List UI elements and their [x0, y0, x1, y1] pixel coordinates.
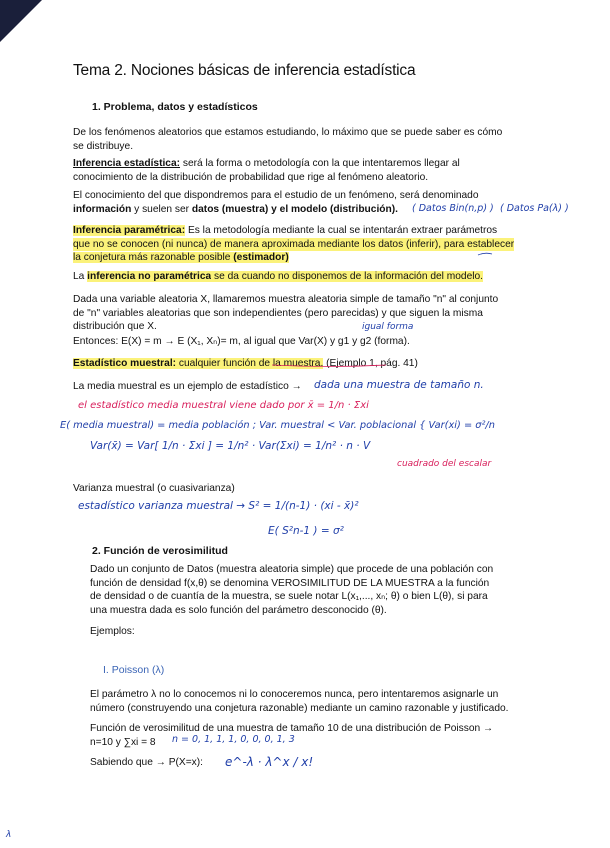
margin-tick-1: [478, 253, 492, 255]
param-line-1: Es la metodología mediante la cual se intentarán extraer parámetros: [185, 225, 498, 236]
paragraph-varianza-muestral: Varianza muestral (o cuasivarianza): [73, 483, 235, 494]
poisson-line-1: Función de verosimilitud de una muestra de tamaño 10 de una distribución de Poisson →: [90, 723, 494, 734]
poisson-line-2: n=10 y ∑xi = 8: [90, 736, 156, 748]
def-line-2: conocimiento de la distribución de probabilidad que rige al fenómeno aleatorio.: [73, 171, 429, 183]
lambda-line-1: El parámetro λ no lo conocemos ni lo conoceremos nunca, pero intentaremos asignarle un: [90, 689, 499, 700]
handwriting-dada-muestra: dada una muestra de tamaño n.: [314, 379, 484, 391]
mas-line-3: distribución que X.: [73, 321, 157, 332]
lambda-line-2: número (construyendo una conjetura razonable) mediante un camino razonable y justificado.: [90, 702, 509, 714]
handwriting-cuadrado-escalar: cuadrado del escalar: [397, 459, 492, 469]
term-estadistico-muestral: Estadístico muestral:: [73, 358, 177, 369]
vero-line-4: una muestra dada es solo función del parámetro desconocido (θ).: [90, 604, 387, 616]
param-line-2: que no se conocen (ni nunca) de manera aproximada mediante los datos (inferir), para establecer: [73, 238, 515, 250]
mas-line-2: de "n" variables aleatorias que son independientes (pero parecidas) y que siguen la misma: [73, 307, 483, 319]
paragraph-entonces: Entonces: E(X) = m → E (X₁, Xₙ)= m, al igual que Var(X) y g1 y g2 (forma).: [73, 336, 410, 347]
mas-line-1: Dada una variable aleatoria X, llamaremos muestra aleatoria simple de tamaño "n" al conjunto: [73, 294, 499, 305]
intro-line-1: De los fenómenos aleatorios que estamos estudiando, lo máximo que se puede saber es cómo: [73, 127, 503, 138]
paragraph-media-muestral: La media muestral es un ejemplo de estadístico →: [73, 381, 302, 392]
term-datos-modelo: datos (muestra) y el modelo (distribución).: [191, 203, 398, 215]
paragraph-sabiendo: Sabiendo que → P(X=x):: [90, 757, 203, 768]
handwriting-estadistico-varianza: estadístico varianza muestral → S² = 1/(n-1) · (xi - x̄)²: [78, 500, 359, 512]
handwriting-poisson-sample: n = 0, 1, 1, 1, 0, 0, 0, 1, 3: [172, 734, 295, 745]
estadistico-reference: (Ejemplo 1, pág. 41): [323, 358, 418, 369]
vero-line-1: Dado un conjunto de Datos (muestra aleatoria simple) que procede de una población con: [90, 564, 494, 575]
info-connector: y suelen ser: [131, 203, 192, 215]
vero-line-3: de densidad o de cuantía de la muestra, se suele notar L(x₁,..., xₙ; θ) o bien L(θ), si para: [90, 591, 488, 602]
param-line-3: la conjetura más razonable posible: [73, 252, 234, 263]
handwriting-estadistico-media: el estadístico media muestral viene dado por x̄ = 1/n · Σxi: [78, 400, 369, 411]
term-inferencia-estadistica: Inferencia estadística:: [73, 158, 181, 169]
section-2-heading: 2. Función de verosimilitud: [92, 545, 228, 557]
section-1-heading: 1. Problema, datos y estadísticos: [92, 101, 258, 113]
term-informacion: información: [73, 203, 132, 215]
info-line-1: El conocimiento del que dispondremos para el estudio de un fenómeno, será denominado: [73, 190, 479, 201]
handwriting-esperanza-s2: E( S²n-1 ) = σ²: [268, 525, 344, 537]
handwriting-datos-binomial: ( Datos Bin(n,p) ): [412, 203, 494, 214]
estadistico-def: cualquier función de la muestra.: [176, 358, 324, 369]
term-estimador: (estimador): [233, 252, 289, 263]
paragraph-ejemplos: Ejemplos:: [90, 626, 135, 637]
estadistico-underline: [272, 365, 386, 367]
handwriting-datos-poisson: ( Datos Pa(λ) ): [500, 203, 569, 214]
nonparam-rest: se da cuando no disponemos de la información del modelo.: [211, 271, 484, 282]
handwriting-media-poblacion: E( media muestral) = media población ; Var. muestral < Var. poblacional { Var(xi) = σ²/n: [60, 420, 495, 431]
section-poisson-heading: I. Poisson (λ): [103, 664, 165, 676]
intro-line-2: se distribuye.: [73, 140, 134, 152]
handwriting-igual-forma: igual forma: [362, 322, 414, 332]
page-title: Tema 2. Nociones básicas de inferencia estadística: [73, 62, 416, 79]
nonparam-prefix: La: [73, 271, 88, 282]
handwriting-poisson-formula: e^-λ · λ^x / x!: [225, 755, 314, 769]
term-inferencia-no-parametrica: inferencia no paramétrica: [87, 271, 212, 282]
vero-line-2: función de densidad f(x,θ) se denomina VEROSIMILITUD DE LA MUESTRA a la función: [90, 577, 490, 589]
def-line-1: será la forma o metodología con la que intentaremos llegar al: [180, 158, 460, 169]
page-mark: λ: [6, 830, 12, 840]
term-inferencia-parametrica: Inferencia paramétrica:: [73, 225, 186, 236]
handwriting-var-formula: Var(x̄) = Var[ 1/n · Σxi ] = 1/n² · Var(Σxi) = 1/n² · n · V: [90, 440, 371, 452]
